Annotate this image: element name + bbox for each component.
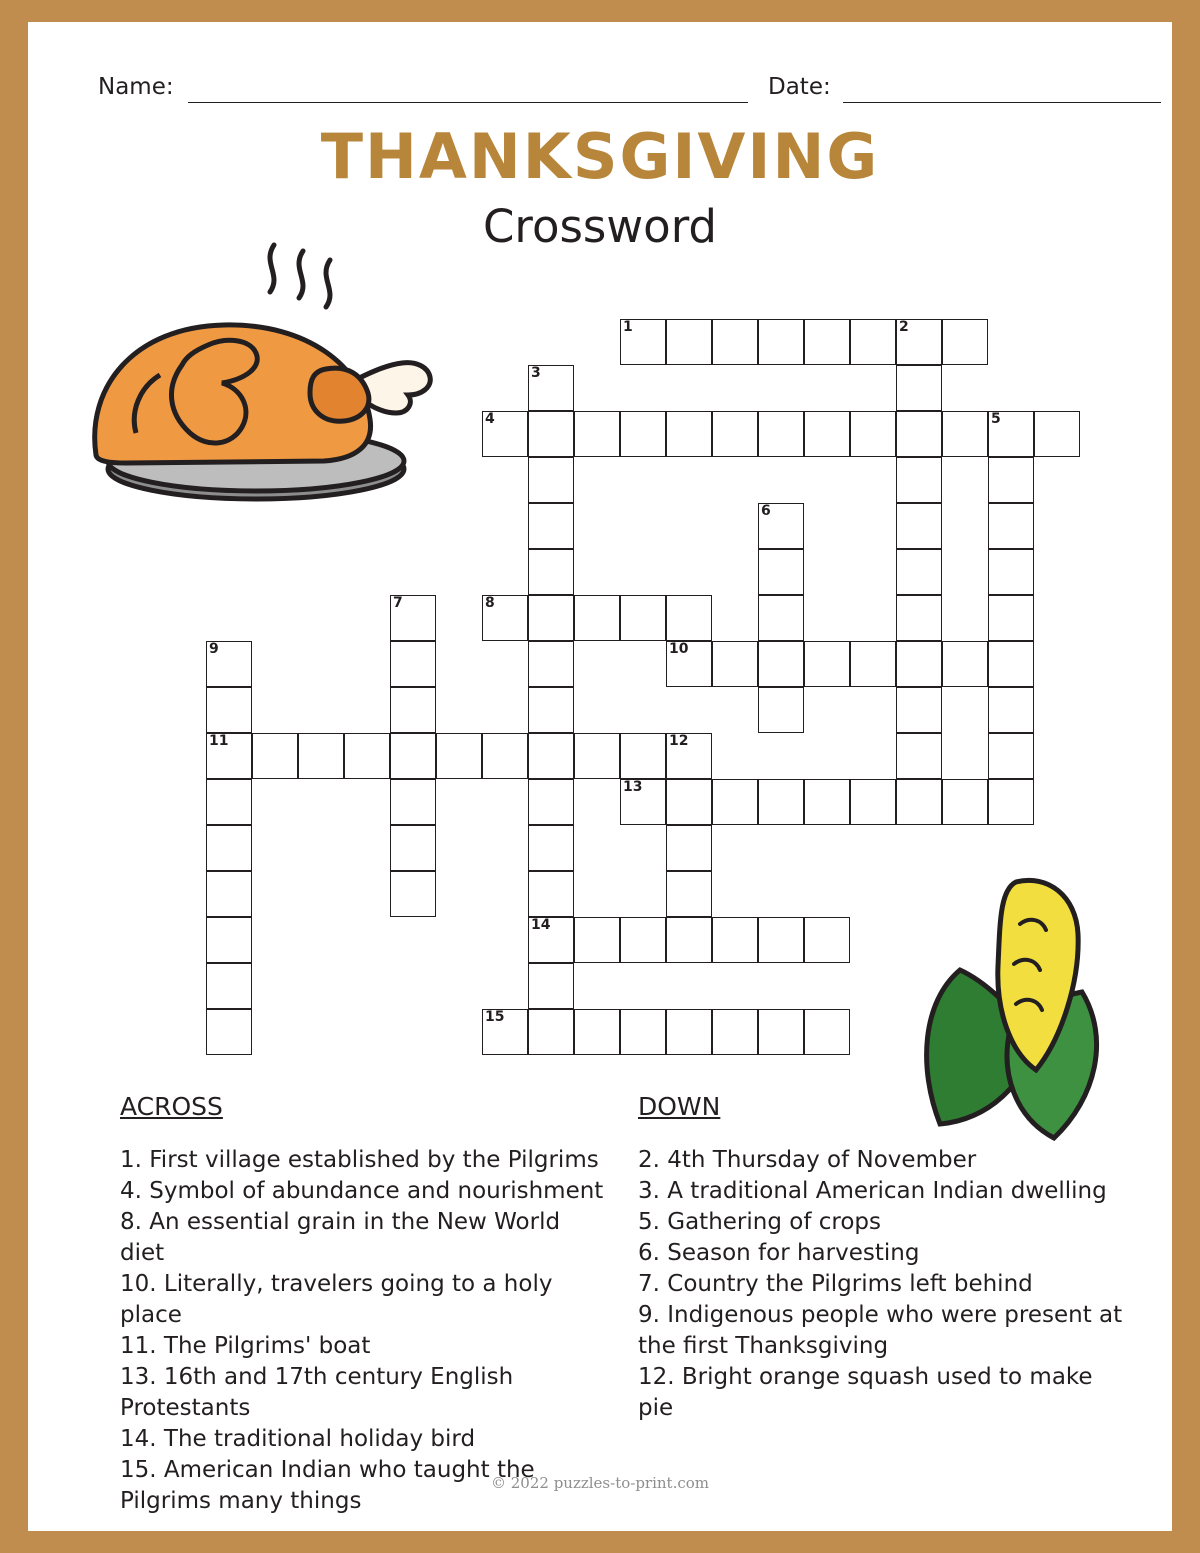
down-clue-item: 12. Bright orange squash used to make pie: [638, 1364, 1093, 1421]
crossword-cell[interactable]: [850, 641, 896, 687]
cell-number: 6: [761, 503, 771, 519]
crossword-cell[interactable]: [896, 549, 942, 595]
crossword-cell[interactable]: [666, 871, 712, 917]
crossword-cell[interactable]: [942, 411, 988, 457]
cell-number: 10: [669, 641, 689, 657]
cell-number: 12: [669, 733, 689, 749]
crossword-cell[interactable]: [988, 549, 1034, 595]
crossword-cell[interactable]: [206, 917, 252, 963]
crossword-cell[interactable]: [896, 411, 942, 457]
crossword-cell[interactable]: [528, 503, 574, 549]
crossword-cell[interactable]: [528, 1009, 574, 1055]
cell-number: 1: [623, 319, 633, 335]
crossword-cell[interactable]: [988, 779, 1034, 825]
crossword-cell[interactable]: [758, 917, 804, 963]
crossword-cell[interactable]: [712, 411, 758, 457]
cell-number: 7: [393, 595, 403, 611]
crossword-cell[interactable]: [620, 779, 666, 825]
across-clue-list: [90, 1145, 610, 1517]
crossword-cell[interactable]: [758, 687, 804, 733]
cell-number: 9: [209, 641, 219, 657]
crossword-cell[interactable]: [666, 1009, 712, 1055]
crossword-cell[interactable]: [206, 1009, 252, 1055]
across-clue-item: 13. 16th and 17th century English Protestants: [120, 1364, 514, 1421]
crossword-cell[interactable]: [528, 457, 574, 503]
down-clue-item: 9. Indigenous people who were present at the first Thanksgiving: [638, 1302, 1123, 1359]
crossword-cell[interactable]: [528, 871, 574, 917]
crossword-cell[interactable]: [1034, 411, 1080, 457]
page-title: THANKSGIVING: [320, 120, 880, 193]
crossword-cell[interactable]: [528, 595, 574, 641]
crossword-cell[interactable]: [758, 319, 804, 365]
crossword-cell[interactable]: [712, 641, 758, 687]
crossword-cell[interactable]: [758, 549, 804, 595]
crossword-cell[interactable]: [850, 319, 896, 365]
cell-number: 2: [899, 319, 909, 335]
crossword-cell[interactable]: [988, 595, 1034, 641]
crossword-cell[interactable]: [482, 1009, 528, 1055]
crossword-cell[interactable]: [712, 1009, 758, 1055]
crossword-cell[interactable]: [206, 871, 252, 917]
crossword-cell[interactable]: [574, 733, 620, 779]
crossword-cell[interactable]: [666, 825, 712, 871]
crossword-cell[interactable]: [390, 779, 436, 825]
crossword-cell[interactable]: [942, 779, 988, 825]
across-heading: ACROSS: [120, 1092, 223, 1121]
crossword-cell[interactable]: [666, 779, 712, 825]
down-clue-item: 3. A traditional American Indian dwelling: [638, 1178, 1107, 1204]
crossword-cell[interactable]: [206, 825, 252, 871]
crossword-cell[interactable]: [988, 457, 1034, 503]
crossword-cell[interactable]: [574, 917, 620, 963]
crossword-cell[interactable]: [988, 503, 1034, 549]
crossword-cell[interactable]: [206, 687, 252, 733]
crossword-cell[interactable]: [482, 595, 528, 641]
crossword-cell[interactable]: [528, 779, 574, 825]
worksheet-page: [28, 22, 1172, 1531]
crossword-cell[interactable]: [758, 1009, 804, 1055]
crossword-cell[interactable]: [712, 779, 758, 825]
crossword-cell[interactable]: [804, 641, 850, 687]
crossword-cell[interactable]: [896, 595, 942, 641]
crossword-cell[interactable]: [574, 595, 620, 641]
crossword-cell[interactable]: [206, 963, 252, 1009]
crossword-cell[interactable]: [758, 411, 804, 457]
crossword-cell[interactable]: [298, 733, 344, 779]
crossword-cell[interactable]: [390, 687, 436, 733]
crossword-cell[interactable]: [528, 687, 574, 733]
down-clue-item: 6. Season for harvesting: [638, 1240, 920, 1266]
crossword-cell[interactable]: [988, 411, 1034, 457]
across-clue-item: 11. The Pilgrims' boat: [120, 1333, 371, 1359]
crossword-cell[interactable]: [390, 825, 436, 871]
crossword-cell[interactable]: [712, 917, 758, 963]
across-clue-item: 8. An essential grain in the New World diet: [120, 1209, 561, 1266]
crossword-cell[interactable]: [528, 917, 574, 963]
crossword-cell[interactable]: [206, 733, 252, 779]
down-clue-item: 5. Gathering of crops: [638, 1209, 881, 1235]
crossword-cell[interactable]: [666, 917, 712, 963]
crossword-cell[interactable]: [804, 411, 850, 457]
crossword-cell[interactable]: [574, 411, 620, 457]
name-label: Name:: [98, 74, 174, 100]
cell-number: 11: [209, 733, 229, 749]
across-clue-item: 10. Literally, travelers going to a holy place: [120, 1271, 553, 1328]
crossword-cell[interactable]: [942, 319, 988, 365]
crossword-cell[interactable]: [896, 641, 942, 687]
crossword-cell[interactable]: [804, 1009, 850, 1055]
crossword-cell[interactable]: [896, 365, 942, 411]
crossword-cell[interactable]: [528, 641, 574, 687]
crossword-cell[interactable]: [988, 641, 1034, 687]
down-clue-item: 7. Country the Pilgrims left behind: [638, 1271, 1033, 1297]
crossword-cell[interactable]: [758, 641, 804, 687]
across-clue-item: 15. American Indian who taught the Pilgrims many things: [120, 1457, 535, 1514]
copyright-footer: © 2022 puzzles-to-print.com: [490, 1474, 710, 1492]
crossword-cell[interactable]: [896, 733, 942, 779]
crossword-cell[interactable]: [896, 319, 942, 365]
crossword-cell[interactable]: [620, 1009, 666, 1055]
crossword-cell[interactable]: [528, 365, 574, 411]
crossword-cell[interactable]: [942, 641, 988, 687]
down-clue-item: 2. 4th Thursday of November: [638, 1147, 977, 1173]
down-heading: DOWN: [638, 1092, 721, 1121]
clues-section: [28, 1092, 1172, 1514]
across-column: [90, 1092, 610, 1517]
crossword-cell[interactable]: [390, 871, 436, 917]
crossword-cell[interactable]: [528, 963, 574, 1009]
cell-number: 5: [991, 411, 1001, 427]
crossword-cell[interactable]: [712, 319, 758, 365]
crossword-cell[interactable]: [436, 733, 482, 779]
crossword-cell[interactable]: [528, 411, 574, 457]
crossword-cell[interactable]: [252, 733, 298, 779]
down-column: [608, 1092, 1128, 1424]
crossword-cell[interactable]: [344, 733, 390, 779]
crossword-cell[interactable]: [988, 687, 1034, 733]
crossword-cell[interactable]: [528, 733, 574, 779]
crossword-cell[interactable]: [666, 733, 712, 779]
crossword-cell[interactable]: [390, 595, 436, 641]
cell-number: 13: [623, 779, 643, 795]
across-clue-item: 1. First village established by the Pilgrims: [120, 1147, 599, 1173]
crossword-cell[interactable]: [804, 917, 850, 963]
crossword-cell[interactable]: [206, 779, 252, 825]
date-label: Date:: [768, 74, 831, 100]
crossword-cell[interactable]: [804, 319, 850, 365]
crossword-cell[interactable]: [482, 411, 528, 457]
crossword-cell[interactable]: [850, 779, 896, 825]
down-clue-list: [608, 1145, 1128, 1424]
cell-number: 3: [531, 365, 541, 381]
crossword-cell[interactable]: [988, 733, 1034, 779]
crossword-cell[interactable]: [574, 1009, 620, 1055]
cell-number: 15: [485, 1009, 505, 1025]
crossword-cell[interactable]: [666, 641, 712, 687]
crossword-cell[interactable]: [804, 779, 850, 825]
crossword-cell[interactable]: [850, 411, 896, 457]
crossword-cell[interactable]: [620, 917, 666, 963]
cell-number: 8: [485, 595, 495, 611]
page-subtitle: Crossword: [483, 200, 717, 253]
crossword-cell[interactable]: [896, 457, 942, 503]
across-clue-item: 14. The traditional holiday bird: [120, 1426, 476, 1452]
crossword-cell[interactable]: [666, 595, 712, 641]
crossword-cell[interactable]: [390, 641, 436, 687]
crossword-cell[interactable]: [482, 733, 528, 779]
crossword-cell[interactable]: [528, 825, 574, 871]
crossword-cell[interactable]: [758, 779, 804, 825]
crossword-cell[interactable]: [666, 411, 712, 457]
crossword-cell[interactable]: [620, 319, 666, 365]
crossword-cell[interactable]: [390, 733, 436, 779]
crossword-cell[interactable]: [758, 595, 804, 641]
cell-number: 14: [531, 917, 551, 933]
crossword-cell[interactable]: [896, 687, 942, 733]
crossword-cell[interactable]: [528, 549, 574, 595]
crossword-grid[interactable]: [28, 22, 1172, 1122]
crossword-cell[interactable]: [620, 411, 666, 457]
crossword-cell[interactable]: [758, 503, 804, 549]
crossword-cell[interactable]: [896, 779, 942, 825]
crossword-cell[interactable]: [620, 733, 666, 779]
cell-number: 4: [485, 411, 495, 427]
crossword-cell[interactable]: [666, 319, 712, 365]
crossword-cell[interactable]: [206, 641, 252, 687]
crossword-cell[interactable]: [896, 503, 942, 549]
across-clue-item: 4. Symbol of abundance and nourishment: [120, 1178, 604, 1204]
crossword-cell[interactable]: [620, 595, 666, 641]
